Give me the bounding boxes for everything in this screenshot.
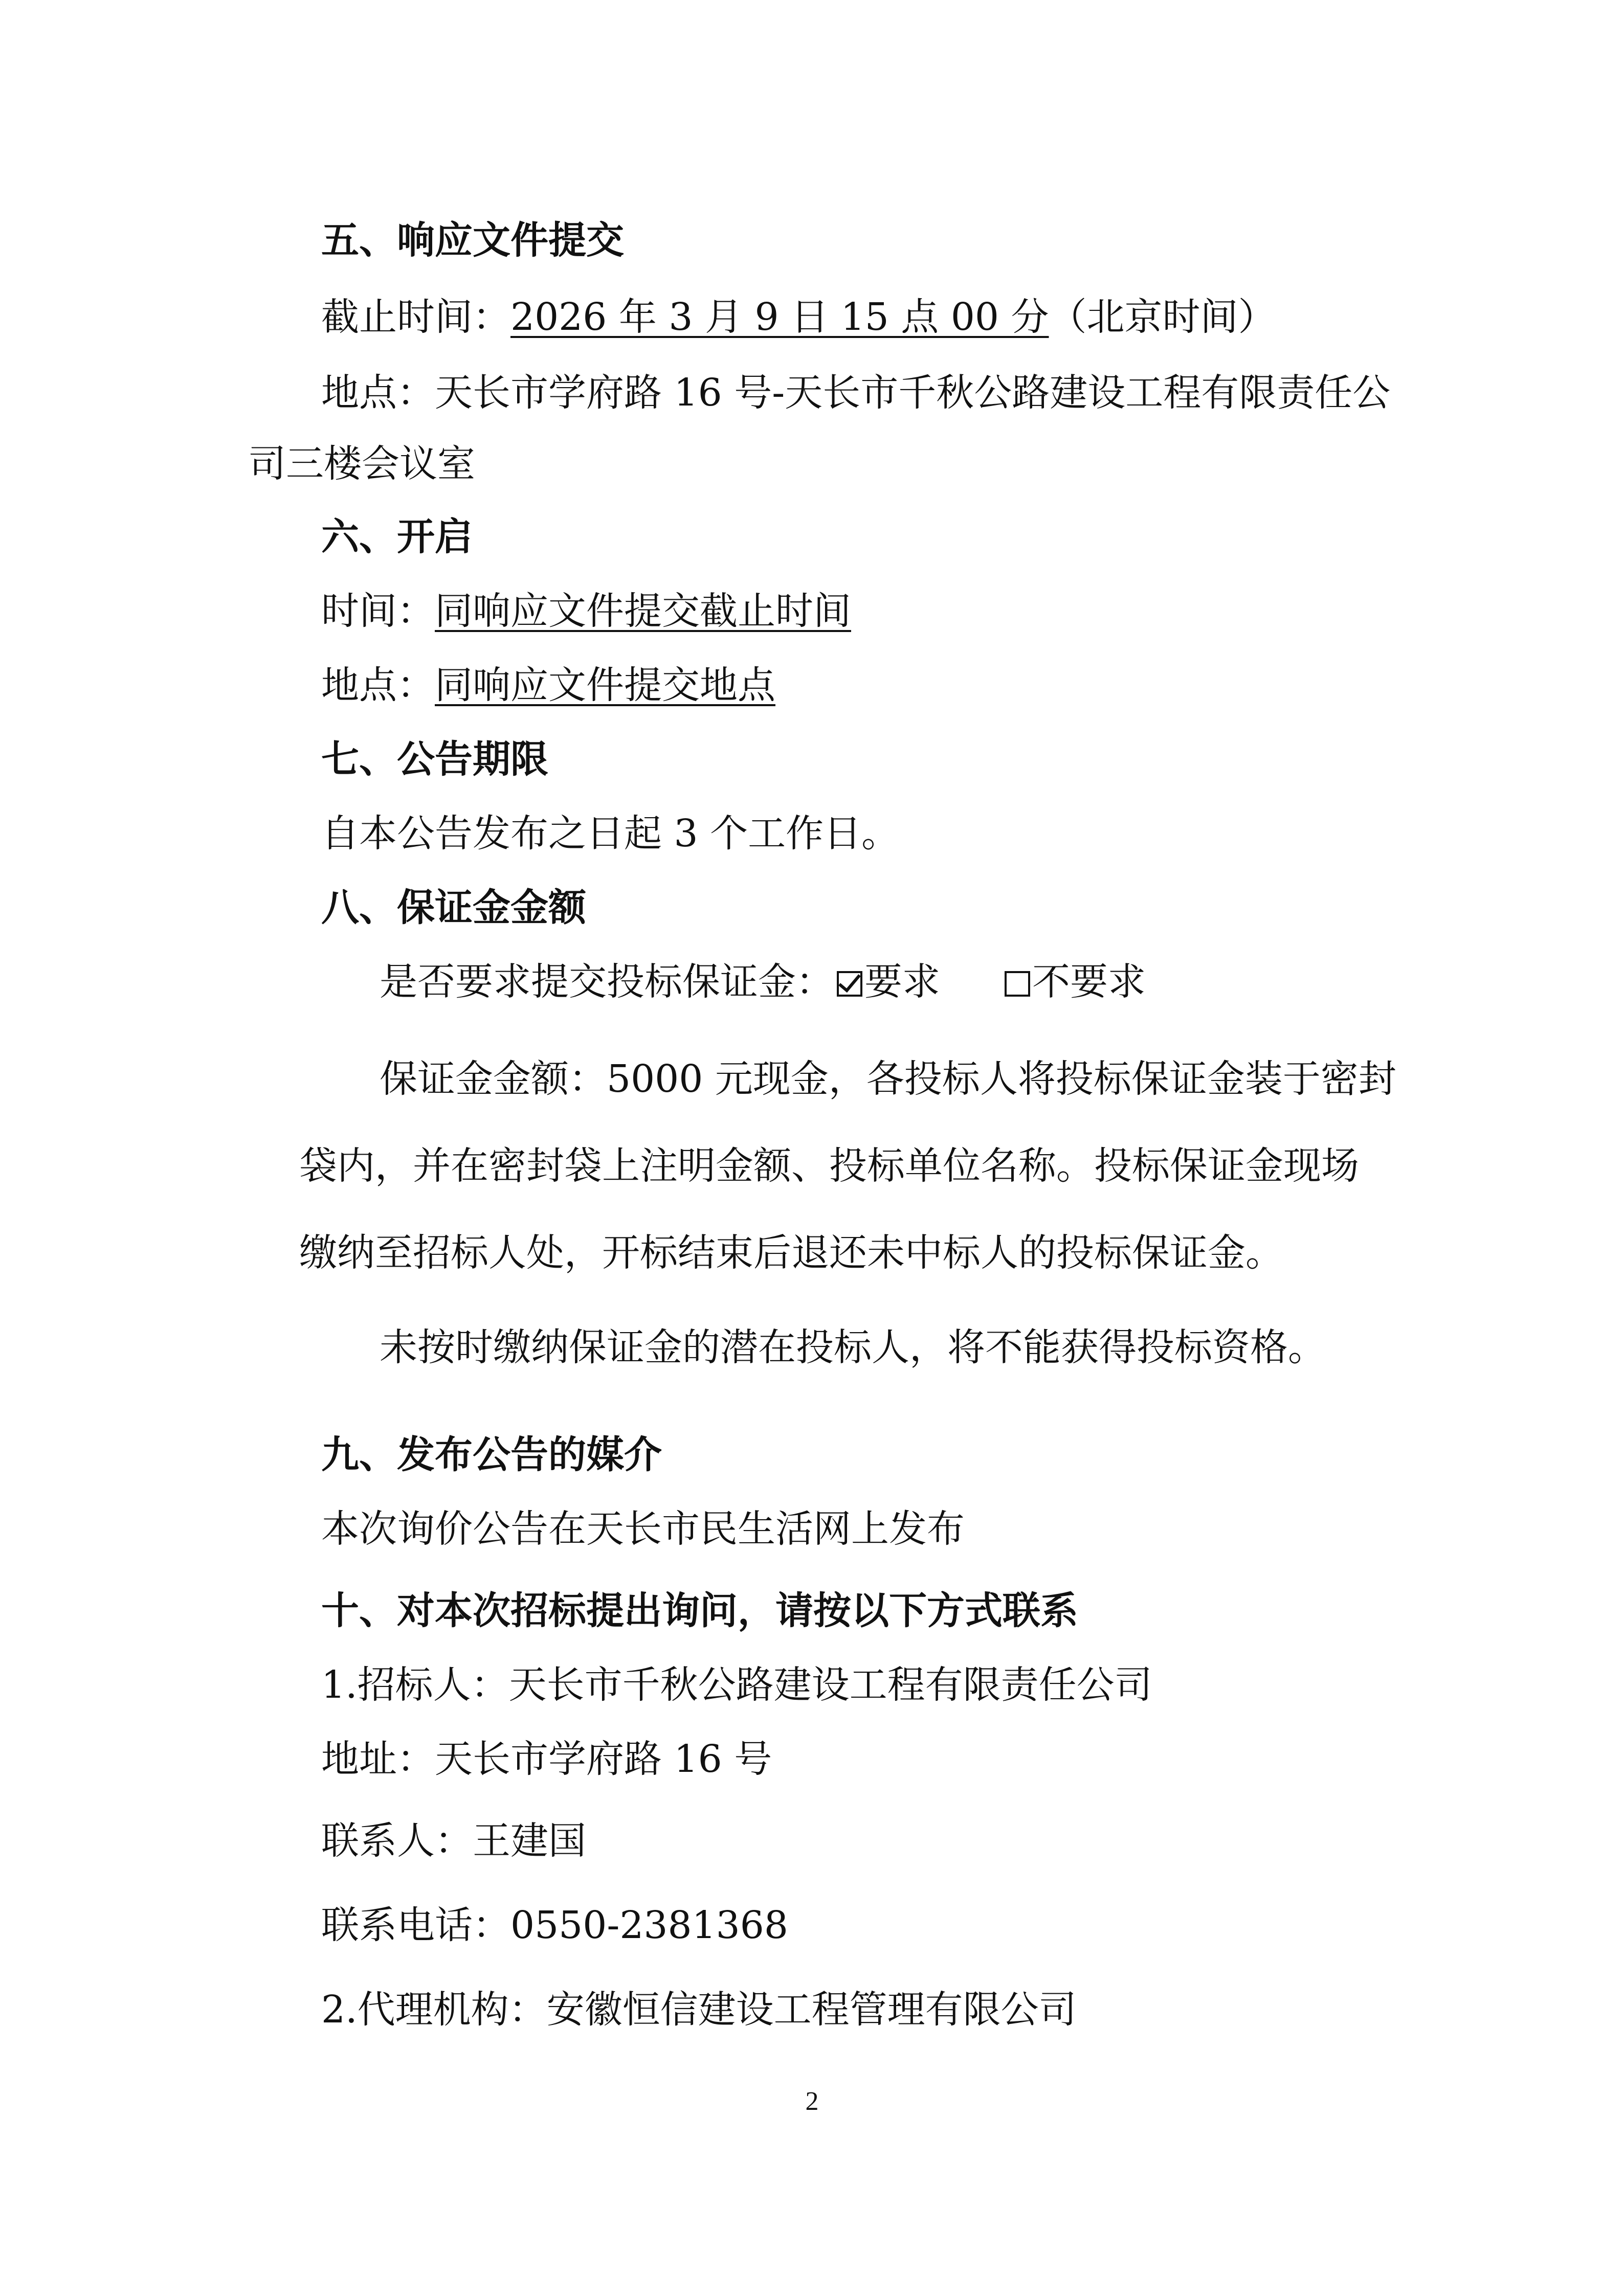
deadline-line bbox=[321, 294, 1276, 340]
address-line: 地址：天长市学府路 16 号 bbox=[321, 1737, 772, 1781]
section-5-heading: 五、响应文件提交 bbox=[321, 218, 624, 262]
required-option-label: 要求 bbox=[864, 960, 940, 1004]
section-7-heading: 七、公告期限 bbox=[321, 737, 548, 781]
page-number: 2 bbox=[805, 2087, 819, 2116]
open-time-line bbox=[321, 588, 851, 634]
open-time-value: 同响应文件提交截止时间 bbox=[435, 589, 851, 633]
open-place-line bbox=[321, 662, 775, 708]
deadline-label: 截止时间： bbox=[321, 295, 510, 339]
deadline-value: 2026 年 3 月 9 日 15 点 00 分 bbox=[510, 295, 1049, 339]
phone-line: 联系电话：0550-2381368 bbox=[321, 1903, 788, 1947]
deposit-amount-line-1: 保证金金额：5000 元现金，各投标人将投标保证金装于密封 bbox=[380, 1057, 1396, 1101]
not-required-checkbox[interactable] bbox=[1005, 971, 1030, 997]
media-text: 本次询价公告在天长市民生活网上发布 bbox=[321, 1507, 965, 1551]
required-checkbox[interactable] bbox=[837, 971, 862, 997]
open-place-value: 同响应文件提交地点 bbox=[435, 663, 775, 707]
section-10-heading: 十、对本次招标提出询问，请按以下方式联系 bbox=[321, 1589, 1078, 1633]
deposit-amount-line-2: 袋内，并在密封袋上注明金额、投标单位名称。投标保证金现场 bbox=[299, 1144, 1359, 1188]
deposit-question: 是否要求提交投标保证金： bbox=[380, 960, 834, 1004]
section-9-heading: 九、发布公告的媒介 bbox=[321, 1433, 662, 1477]
section-8-heading: 八、保证金金额 bbox=[321, 886, 586, 930]
open-time-label: 时间： bbox=[321, 589, 435, 633]
location-line-2: 司三楼会议室 bbox=[248, 442, 475, 486]
deposit-warning: 未按时缴纳保证金的潜在投标人，将不能获得投标资格。 bbox=[380, 1325, 1326, 1369]
deposit-amount-line-3: 缴纳至招标人处，开标结束后退还未中标人的投标保证金。 bbox=[299, 1231, 1283, 1275]
deposit-question-line bbox=[380, 959, 1146, 1005]
contact-line: 联系人：王建国 bbox=[321, 1819, 586, 1863]
location-line-1: 地点：天长市学府路 16 号-天长市千秋公路建设工程有限责任公 bbox=[321, 371, 1391, 415]
deadline-suffix: （北京时间） bbox=[1049, 295, 1276, 339]
notice-period-text: 自本公告发布之日起 3 个工作日。 bbox=[321, 812, 900, 856]
open-place-label: 地点： bbox=[321, 663, 435, 707]
section-6-heading: 六、开启 bbox=[321, 515, 473, 559]
tenderer-line: 1.招标人：天长市千秋公路建设工程有限责任公司 bbox=[321, 1663, 1152, 1707]
agency-line: 2.代理机构：安徽恒信建设工程管理有限公司 bbox=[321, 1988, 1077, 2032]
not-required-option-label: 不要求 bbox=[1032, 960, 1146, 1004]
